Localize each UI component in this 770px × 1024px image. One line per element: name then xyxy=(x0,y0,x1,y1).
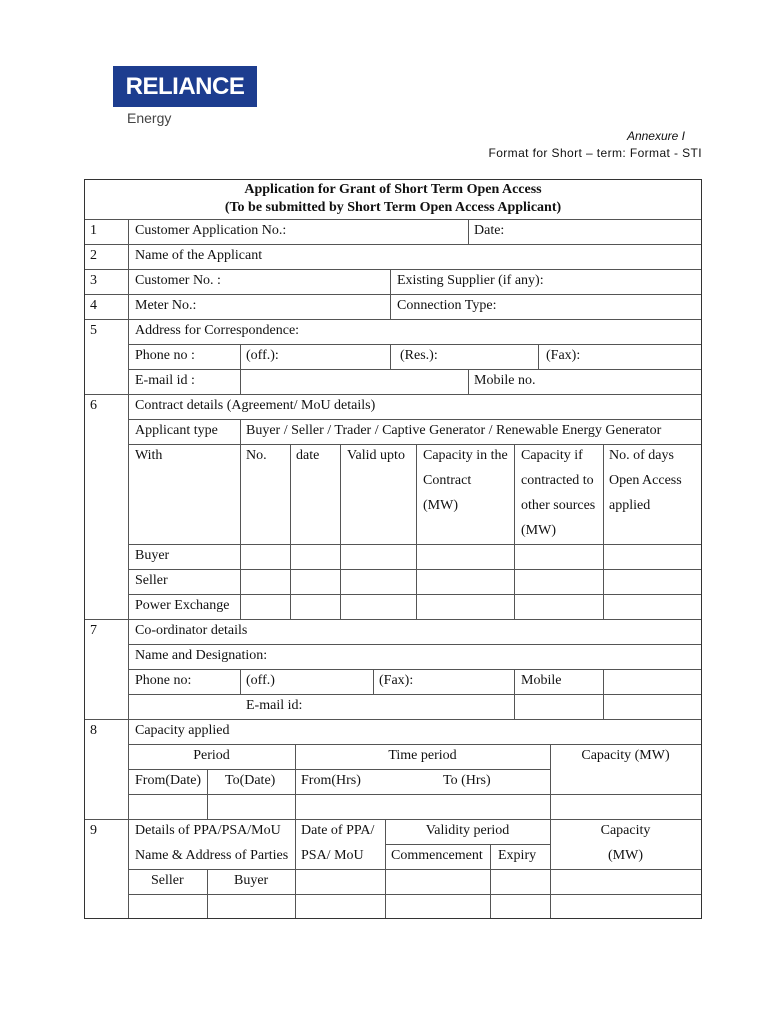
row-line xyxy=(128,544,701,545)
capacity-contract-header: Capacity in the xyxy=(423,448,508,463)
row-line xyxy=(128,444,701,445)
fax-label: (Fax): xyxy=(379,673,414,688)
row-number: 5 xyxy=(90,323,97,338)
phone-res-label: (Res.): xyxy=(400,348,438,363)
phone-no-label: Phone no: xyxy=(135,673,192,688)
expiry-header: Expiry xyxy=(498,848,537,863)
row-line xyxy=(128,644,701,645)
col-line xyxy=(514,669,515,719)
date-label: Date: xyxy=(474,223,505,238)
fax-label: (Fax): xyxy=(546,348,581,363)
col-line xyxy=(390,344,391,369)
row-line xyxy=(128,744,701,745)
col-line xyxy=(340,444,341,619)
capacity-applied-label: Capacity applied xyxy=(135,723,230,738)
applicant-type-label: Applicant type xyxy=(135,423,218,438)
meter-no-label: Meter No.: xyxy=(135,298,197,313)
from-hrs-header: From(Hrs) xyxy=(301,773,361,788)
connection-type-label: Connection Type: xyxy=(397,298,497,313)
buyer-header: Buyer xyxy=(234,873,269,888)
commencement-header: Commencement xyxy=(391,848,483,863)
col-line xyxy=(538,344,539,369)
buyer-row-label: Buyer xyxy=(135,548,170,563)
period-header: Period xyxy=(193,748,230,763)
col-line xyxy=(390,269,391,319)
date-header: date xyxy=(296,448,320,463)
annexure-label: Annexure I xyxy=(626,129,685,143)
col-line xyxy=(240,669,241,694)
col-line xyxy=(603,444,604,619)
capacity-other-header: contracted to xyxy=(521,473,594,488)
col-line xyxy=(416,444,417,619)
col-line xyxy=(603,669,604,719)
row-line xyxy=(128,419,701,420)
coordinator-label: Co-ordinator details xyxy=(135,623,248,638)
phone-label: Phone no : xyxy=(135,348,195,363)
with-header: With xyxy=(135,448,163,463)
from-date-header: From(Date) xyxy=(135,773,202,788)
seller-header: Seller xyxy=(151,873,184,888)
capacity-other-header: (MW) xyxy=(521,523,556,538)
row-line xyxy=(128,369,701,370)
existing-supplier-label: Existing Supplier (if any): xyxy=(397,273,544,288)
customer-no-label: Customer No. : xyxy=(135,273,221,288)
capacity-mw-header: Capacity (MW) xyxy=(581,748,670,763)
no-header: No. xyxy=(246,448,267,463)
row-number: 9 xyxy=(90,823,97,838)
form-subtitle: (To be submitted by Short Term Open Access Applicant) xyxy=(224,200,562,215)
row-line xyxy=(385,844,550,845)
col-line xyxy=(240,419,241,619)
row-line xyxy=(128,869,701,870)
col-line xyxy=(468,219,469,244)
col-line xyxy=(240,344,241,394)
row-line xyxy=(128,594,701,595)
capacity-contract-header: (MW) xyxy=(423,498,458,513)
capacity-contract-header: Contract xyxy=(423,473,472,488)
power-exchange-row-label: Power Exchange xyxy=(135,598,230,613)
row-line xyxy=(128,669,701,670)
psa-mou-header: PSA/ MoU xyxy=(301,848,364,863)
logo-subtitle: Energy xyxy=(127,110,172,126)
col-line xyxy=(490,844,491,918)
row-number: 7 xyxy=(90,623,97,638)
phone-off-label: (off.): xyxy=(246,348,279,363)
seller-row-label: Seller xyxy=(135,573,168,588)
customer-app-no-label: Customer Application No.: xyxy=(135,223,287,238)
phone-off-label: (off.) xyxy=(246,673,275,688)
row-line xyxy=(85,719,701,720)
col-line xyxy=(207,869,208,918)
row-line xyxy=(128,769,550,770)
col-line xyxy=(514,444,515,619)
row-number: 8 xyxy=(90,723,97,738)
row-line xyxy=(128,694,701,695)
row-line xyxy=(85,394,701,395)
ppa-date-header: Date of PPA/ xyxy=(301,823,375,838)
format-label: Format for Short – term: Format - STI xyxy=(488,146,702,160)
row-number: 1 xyxy=(90,223,97,238)
contract-details-label: Contract details (Agreement/ MoU details) xyxy=(135,398,376,413)
mobile-label: Mobile xyxy=(521,673,562,688)
col-line xyxy=(295,819,296,918)
validity-header: Validity period xyxy=(425,823,510,838)
col-line xyxy=(290,444,291,619)
days-header: Open Access xyxy=(609,473,682,488)
applicant-name-label: Name of the Applicant xyxy=(135,248,263,263)
col-line xyxy=(207,769,208,819)
name-designation-label: Name and Designation: xyxy=(135,648,268,663)
row-line xyxy=(85,819,701,820)
capacity-header: Capacity xyxy=(600,823,651,838)
mw-header: (MW) xyxy=(608,848,643,863)
row-line xyxy=(85,269,701,270)
email-label: E-mail id: xyxy=(246,698,303,713)
valid-upto-header: Valid upto xyxy=(347,448,405,463)
applicant-type-options: Buyer / Seller / Trader / Captive Generator / Renewable Energy Generator xyxy=(246,423,662,438)
parties-label: Name & Address of Parties xyxy=(135,848,289,863)
form-title: Application for Grant of Short Term Open Access xyxy=(244,182,542,197)
email-label: E-mail id : xyxy=(135,373,195,388)
days-header: applied xyxy=(609,498,651,513)
col-line xyxy=(373,669,374,694)
row-line xyxy=(85,619,701,620)
capacity-other-header: Capacity if xyxy=(521,448,583,463)
row-number: 3 xyxy=(90,273,97,288)
mobile-label: Mobile no. xyxy=(474,373,536,388)
col-line xyxy=(468,369,469,394)
capacity-other-header: other sources xyxy=(521,498,596,513)
time-period-header: Time period xyxy=(388,748,457,763)
reliance-logo xyxy=(113,66,257,107)
days-header: No. of days xyxy=(609,448,674,463)
row-number: 6 xyxy=(90,398,97,413)
row-line xyxy=(85,219,701,220)
application-form xyxy=(84,179,702,919)
row-line xyxy=(128,344,701,345)
address-label: Address for Correspondence: xyxy=(135,323,300,338)
row-line xyxy=(85,294,701,295)
row-line xyxy=(128,569,701,570)
row-number: 2 xyxy=(90,248,97,263)
row-line xyxy=(128,794,701,795)
row-line xyxy=(128,894,701,895)
col-line xyxy=(128,219,129,918)
row-number: 4 xyxy=(90,298,97,313)
row-line xyxy=(85,244,701,245)
to-hrs-header: To (Hrs) xyxy=(443,773,491,788)
ppa-details-label: Details of PPA/PSA/MoU xyxy=(135,823,281,838)
row-line xyxy=(85,319,701,320)
logo-text: RELIANCE xyxy=(125,72,245,100)
to-date-header: To(Date) xyxy=(225,773,276,788)
